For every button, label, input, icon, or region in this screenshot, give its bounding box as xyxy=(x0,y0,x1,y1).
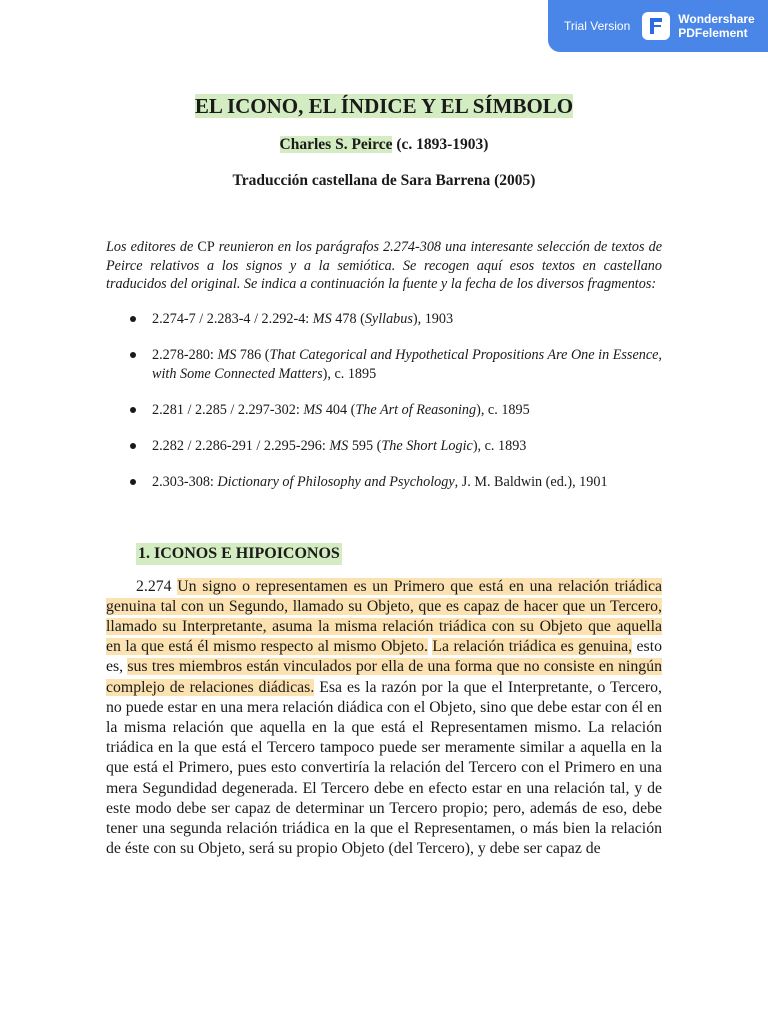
document-page xyxy=(106,90,662,875)
brand-line-2: PDFelement xyxy=(678,26,748,40)
author-line xyxy=(106,136,662,154)
brand-name xyxy=(678,12,754,40)
paragraph-number: 2.274 xyxy=(136,577,178,595)
trial-version-badge[interactable] xyxy=(548,0,768,52)
list-item: 2.303-308: Dictionary of Philosophy and Psychology, J. M. Baldwin (ed.), 1901 xyxy=(106,473,662,492)
list-item: 2.281 / 2.285 / 2.297-302: MS 404 (The Art of Reasoning), c. 1895 xyxy=(106,401,662,420)
trial-version-label: Trial Version xyxy=(564,19,631,33)
translation-credit: Traducción castellana de Sara Barrena (2005) xyxy=(232,172,536,189)
pdfelement-logo-icon xyxy=(642,12,670,40)
brand-line-1: Wondershare xyxy=(678,12,755,26)
body-paragraph: 2.274 Un signo o representamen es un Primero que está en una relación triádica genuina tal con un Segundo, llamado su Objeto, que es capaz de hacer que un Tercero, llamado su Interpretante, asuma la misma relación triádica con su Objeto que aquella en la que está él mismo respecto al mismo Objeto. La relación triádica es genuina, esto es, sus tres miembros están vinculados por ella de una forma que no consiste en ningún complejo de relaciones diádicas. Esa es la razón por la que el Interpretante, o Tercero, no puede estar en una mera relación diádica con el Objeto, sino que debe estar con él en la misma relación que aquella en la que está el Representamen mismo. La relación triádica en la que está el Tercero tampoco puede ser meramente similar a aquella en la que está el Primero, pues esto convertiría la relación del Tercero con el Primero en una mera Segundidad degenerada. El Tercero debe en efecto estar en una relación tal, y de este modo debe ser capaz de determinar un Tercero propio; pero, además de eso, debe tener una segunda relación triádica en la que el Representamen, o más bien la relación de éste con su Objeto, será su propio Objeto (del Tercero), y debe ser capaz de xyxy=(106,577,662,858)
source-list xyxy=(106,310,662,492)
list-item: 2.282 / 2.286-291 / 2.295-296: MS 595 (The Short Logic), c. 1893 xyxy=(106,437,662,456)
highlight-3: sus tres miembros están vinculados por ella de una forma que no consiste en ningún complejo de relaciones diádicas. xyxy=(106,658,662,696)
author-dates: (c. 1893-1903) xyxy=(392,136,489,153)
author-name: Charles S. Peirce xyxy=(279,136,393,153)
cp-abbrev: CP xyxy=(197,239,215,255)
highlight-2: La relación triádica es genuina, xyxy=(432,638,633,656)
highlight-1: Un signo o representamen es un Primero que está en una relación triádica genuina tal con un Segundo, llamado su Objeto, que es capaz de hacer que un Tercero, llamado su Interpretante, asuma la misma relación triádica con su Objeto que aquella en la que está él mismo respecto al mismo Objeto. xyxy=(106,577,662,656)
section-heading: 1. ICONOS E HIPOICONOS xyxy=(136,543,342,565)
document-title: EL ICONO, EL ÍNDICE Y EL SÍMBOLO xyxy=(194,94,574,118)
intro-paragraph: Los editores de CP reunieron en los parágrafos 2.274-308 una interesante selección de textos de Peirce relativos a los signos y a la semiótica. Se recogen aquí esos textos en castellano traducidos del original. Se indica a continuación la fuente y la fecha de los diversos fragmentos: xyxy=(106,239,663,292)
list-item: 2.274-7 / 2.283-4 / 2.292-4: MS 478 (Syllabus), 1903 xyxy=(106,310,662,329)
list-item: 2.278-280: MS 786 (That Categorical and Hypothetical Propositions Are One in Essence, with Some Connected Matters), c. 1895 xyxy=(106,346,662,384)
